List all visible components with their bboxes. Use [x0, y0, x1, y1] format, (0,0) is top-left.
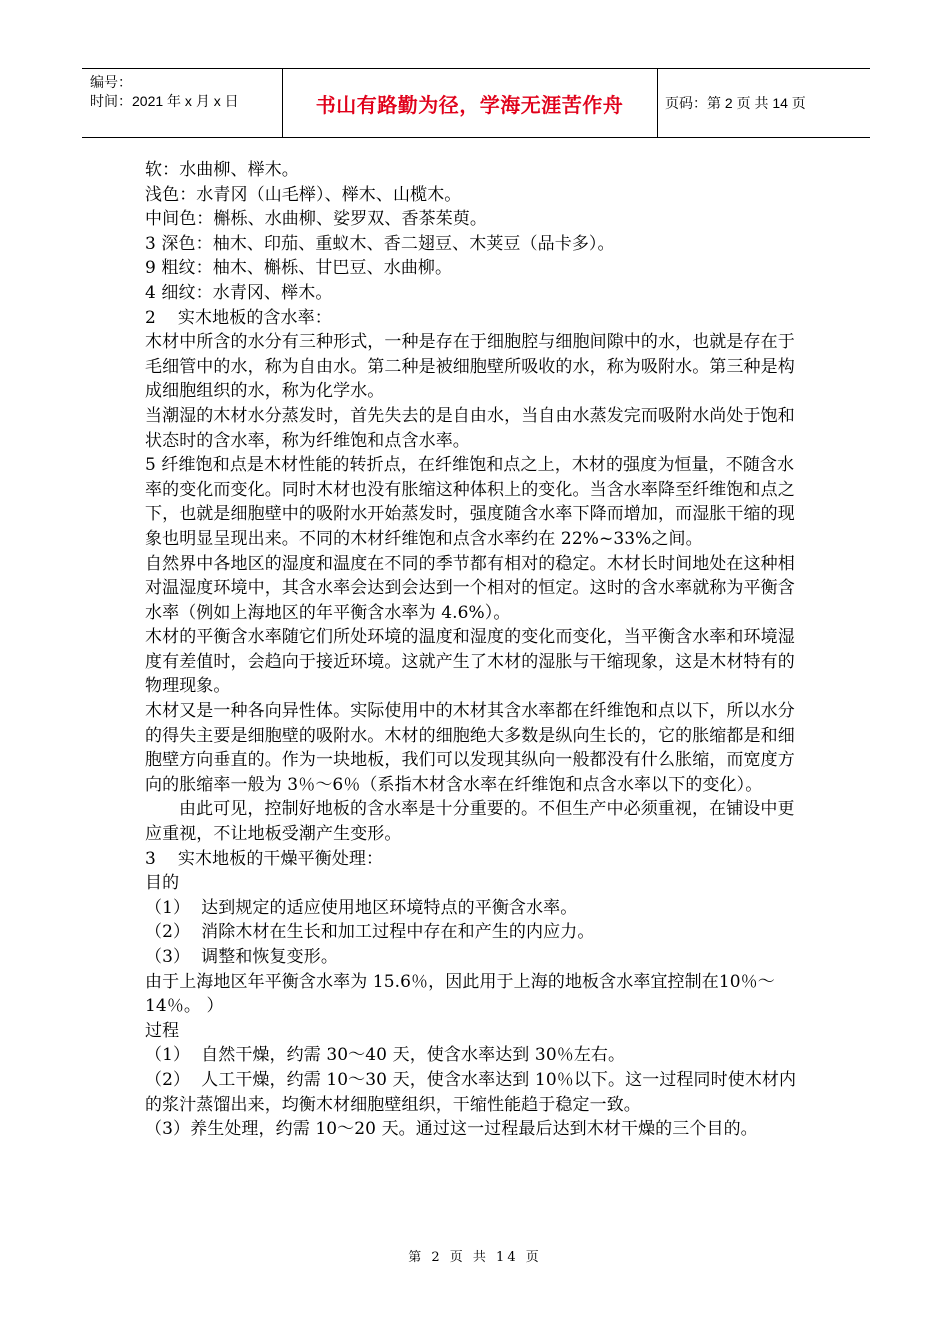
paragraph: 软：水曲柳、榉木。	[145, 160, 299, 180]
list-item: （2） 消除木材在生长和加工过程中存在和产生的内应力。	[145, 922, 595, 943]
paragraph: 5 纤维饱和点是木材性能的转折点，在纤维饱和点之上，木材的强度为恒量，不随含水率的变化而变化。同时木材也没有胀缩这种体积上的变化。当含水率降至纤维饱和点之下，也就是细胞壁中的吸附水开始蒸发时，强度随含水率下降而增加，而湿胀干缩的现象也明显呈现出来。不同的木材纤维饱和点含水率约在 22%~33%之间。	[145, 455, 795, 549]
header-motto: 书山有路勤为径，学海无涯苦作舟	[315, 92, 624, 117]
paragraph: 中间色：槲栎、水曲柳、娑罗双、香茶茱萸。	[145, 209, 487, 230]
page-footer: 第 2 页 共 14 页	[408, 1250, 542, 1265]
paragraph: 9 粗纹：柚木、槲栎、甘巴豆、水曲柳。	[145, 258, 453, 279]
list-item: （3）养生处理，约需 10～20 天。通过这一过程最后达到木材干燥的三个目的。	[145, 1119, 758, 1140]
list-item: （2） 人工干燥，约需 10～30 天，使含水率达到 10％以下。这一过程同时使木材内的浆汁蒸馏出来，均衡木材细胞壁组织，干缩性能趋于稳定一致。	[145, 1069, 797, 1115]
document-body	[145, 158, 810, 1142]
document-date: 时间：2021 年 x 月 x 日	[90, 93, 239, 109]
list-item: （3） 调整和恢复变形。	[145, 947, 338, 967]
section-heading: 2 实木地板的含水率：	[145, 307, 332, 328]
section-heading: 3 实木地板的干燥平衡处理：	[145, 848, 384, 869]
paragraph: 木材中所含的水分有三种形式，一种是存在于细胞腔与细胞间隙中的水，也就是存在于毛细管中的水，称为自由水。第二种是被细胞壁所吸收的水，称为吸附水。第三种是构成细胞组织的水，称为化学水。	[145, 332, 795, 402]
list-item: （1） 达到规定的适应使用地区环境特点的平衡含水率。	[145, 897, 578, 918]
subheading: 目的	[145, 873, 180, 894]
header-meta	[90, 73, 280, 111]
subheading: 过程	[145, 1020, 180, 1041]
header-divider	[657, 69, 658, 137]
header-table	[82, 68, 870, 138]
document-number-label: 编号：	[90, 74, 132, 90]
paragraph: 当潮湿的木材水分蒸发时，首先失去的是自由水，当自由水蒸发完而吸附水尚处于饱和状态时的含水率，称为纤维饱和点含水率。	[145, 405, 795, 451]
paragraph: 浅色：水青冈（山毛榉）、榉木、山榄木。	[145, 184, 462, 205]
paragraph: 木材又是一种各向异性体。实际使用中的木材其含水率都在纤维饱和点以下，所以水分的得失主要是细胞壁的吸附水。木材的细胞绝大多数是纵向生长的，它的胀缩都是和细胞壁方向垂直的。作为一块地板，我们可以发现其纵向一般都没有什么胀缩，而宽度方向的胀缩率一般为 3％～6％（系指木材含水率在纤维饱和点含水率以下的变化）。	[145, 701, 795, 795]
paragraph: 木材的平衡含水率随它们所处环境的温度和湿度的变化而变化，当平衡含水率和环境湿度有差值时，会趋向于接近环境。这就产生了木材的湿胀与干缩现象，这是木材特有的物理现象。	[145, 627, 795, 697]
list-item: （1） 自然干燥，约需 30～40 天，使含水率达到 30％左右。	[145, 1045, 626, 1066]
paragraph: 4 细纹：水青冈、榉木。	[145, 282, 333, 303]
header-page-info: 页码：第 2 页 共 14 页	[665, 95, 806, 111]
paragraph: 由此可见，控制好地板的含水率是十分重要的。不但生产中必须重视，在铺设中更应重视，不让地板受潮产生变形。	[145, 799, 795, 845]
paragraph: 3 深色：柚木、印茄、重蚁木、香二翅豆、木荚豆（品卡多）。	[145, 233, 615, 254]
paragraph: 自然界中各地区的湿度和温度在不同的季节都有相对的稳定。木材长时间地处在这种相对温湿度环境中，其含水率会达到会达到一个相对的恒定。这时的含水率就称为平衡含水率（例如上海地区的年平衡含水率为 4.6%）。	[145, 553, 795, 623]
paragraph: 由于上海地区年平衡含水率为 15.6％，因此用于上海的地板含水率宜控制在10％～14％。 ）	[145, 971, 775, 1017]
